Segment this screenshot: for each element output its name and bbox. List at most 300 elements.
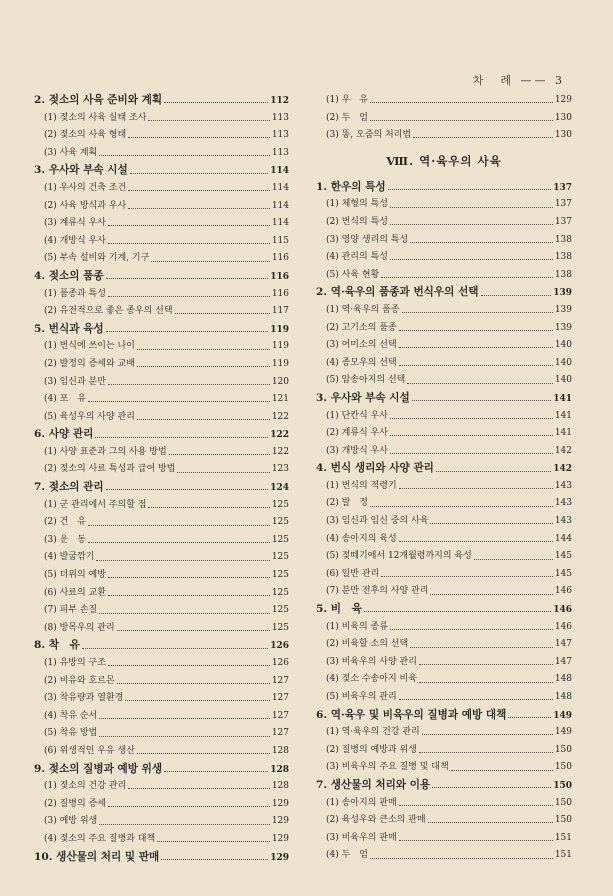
toc-subsection-entry bbox=[316, 548, 572, 566]
dot-leader bbox=[108, 296, 270, 297]
dot-leader bbox=[88, 525, 270, 526]
toc-entry-title: (3) 임신과 분만 bbox=[44, 376, 106, 387]
toc-entry-title: (5) 사육 현황 bbox=[326, 269, 380, 280]
dot-leader bbox=[399, 840, 553, 841]
toc-entry-title: (2) 젖소의 사육 형태 bbox=[44, 130, 127, 141]
dot-leader bbox=[128, 137, 270, 138]
dot-leader bbox=[407, 383, 552, 384]
dot-leader bbox=[106, 278, 269, 279]
toc-entry-page-number: 139 bbox=[554, 322, 572, 333]
dot-leader bbox=[390, 629, 553, 630]
toc-entry-page-number: 146 bbox=[553, 605, 572, 616]
toc-subsection-entry bbox=[316, 92, 572, 110]
toc-entry-title: (2) 발 정 bbox=[326, 498, 368, 509]
dot-leader bbox=[364, 611, 551, 612]
toc-chapter-entry bbox=[316, 179, 572, 197]
dot-leader bbox=[108, 577, 270, 578]
toc-entry-page-number: 127 bbox=[271, 728, 289, 739]
dot-leader bbox=[99, 718, 270, 719]
toc-entry-page-number: 147 bbox=[554, 656, 572, 667]
toc-subsection-entry bbox=[34, 145, 289, 163]
toc-subsection-entry bbox=[34, 409, 289, 427]
page-header: 차 례 —— 3 bbox=[472, 74, 565, 87]
toc-entry-page-number: 113 bbox=[271, 130, 289, 141]
dot-leader bbox=[388, 189, 552, 190]
dot-leader bbox=[508, 717, 551, 718]
toc-entry-page-number: 139 bbox=[554, 304, 572, 315]
dot-leader bbox=[399, 347, 553, 348]
toc-subsection-entry bbox=[34, 796, 289, 814]
dot-leader bbox=[402, 312, 553, 313]
toc-entry-title: 7. 젖소의 관리 bbox=[34, 481, 104, 494]
toc-chapter-entry bbox=[316, 390, 572, 408]
dot-leader bbox=[474, 559, 553, 560]
toc-subsection-entry bbox=[316, 812, 572, 830]
dot-leader bbox=[137, 419, 270, 420]
toc-entry-page-number: 146 bbox=[554, 621, 572, 632]
toc-entry-title: (3) 비육우의 사양 관리 bbox=[326, 656, 417, 667]
toc-entry-title: (3) 비육우의 판매 bbox=[326, 832, 397, 843]
toc-subsection-entry bbox=[34, 655, 289, 673]
toc-entry-page-number: 137 bbox=[554, 199, 572, 210]
toc-entry-page-number: 129 bbox=[554, 95, 572, 105]
section-title: Ⅷ. 역·육우의 사육 bbox=[386, 153, 502, 168]
dot-leader bbox=[399, 541, 553, 542]
toc-subsection-entry bbox=[34, 778, 289, 796]
toc-entry-page-number: 137 bbox=[553, 182, 572, 193]
dot-leader bbox=[88, 542, 270, 543]
toc-entry-title: (1) 우사의 건축 조건 bbox=[44, 182, 127, 193]
toc-subsection-entry bbox=[34, 180, 289, 198]
toc-entry-page-number: 115 bbox=[271, 235, 289, 246]
toc-subsection-entry bbox=[316, 847, 572, 865]
toc-subsection-entry bbox=[34, 813, 289, 831]
dot-leader bbox=[390, 224, 553, 225]
toc-subsection-entry bbox=[34, 690, 289, 708]
dot-leader bbox=[430, 594, 552, 595]
toc-entry-title: (4) 젖소 수송아지 비육 bbox=[326, 674, 417, 685]
dot-leader bbox=[169, 454, 270, 455]
toc-entry-page-number: 141 bbox=[554, 428, 572, 439]
toc-entry-title: (3) 비육우의 주요 질병 및 대책 bbox=[326, 762, 449, 773]
dot-leader bbox=[125, 700, 269, 701]
toc-entry-page-number: 123 bbox=[271, 464, 289, 475]
toc-entry-page-number: 150 bbox=[554, 797, 572, 808]
toc-entry-page-number: 143 bbox=[554, 498, 572, 509]
toc-chapter-entry bbox=[316, 601, 572, 619]
toc-entry-page-number: 149 bbox=[554, 727, 572, 738]
toc-entry-title: (2) 계류식 우사 bbox=[326, 428, 388, 439]
dot-leader bbox=[419, 682, 553, 683]
dot-leader bbox=[381, 277, 553, 278]
toc-subsection-entry bbox=[316, 583, 572, 601]
dot-leader bbox=[370, 506, 553, 507]
toc-chapter-entry bbox=[34, 479, 289, 497]
toc-entry-title: (5) 비육우의 관리 bbox=[326, 692, 397, 702]
toc-entry-page-number: 116 bbox=[271, 288, 289, 299]
toc-chapter-entry bbox=[316, 284, 572, 302]
toc-subsection-entry bbox=[316, 742, 572, 760]
toc-subsection-entry bbox=[34, 338, 289, 356]
toc-entry-title: (2) 육성우와 큰소의 판매 bbox=[326, 815, 426, 826]
toc-entry-title: (5) 부속 설비와 기계, 기구 bbox=[44, 253, 150, 264]
dot-leader bbox=[430, 523, 552, 524]
toc-entry-page-number: 116 bbox=[270, 271, 289, 282]
toc-chapter-entry bbox=[34, 761, 289, 779]
toc-subsection-entry bbox=[34, 620, 289, 638]
toc-entry-page-number: 140 bbox=[554, 357, 572, 368]
toc-subsection-entry bbox=[316, 214, 572, 232]
toc-entry-title: (5) 착유 방법 bbox=[44, 728, 98, 739]
toc-entry-page-number: 129 bbox=[271, 798, 289, 809]
dot-leader bbox=[95, 437, 268, 438]
toc-entry-title: (1) 번식의 적령기 bbox=[326, 480, 397, 491]
toc-subsection-entry bbox=[316, 372, 572, 390]
dot-leader bbox=[117, 630, 270, 631]
dot-leader bbox=[108, 384, 270, 385]
toc-subsection-entry bbox=[34, 233, 289, 251]
toc-entry-page-number: 151 bbox=[554, 832, 572, 843]
toc-subsection-entry bbox=[34, 110, 289, 128]
toc-entry-title: (4) 착유 순서 bbox=[44, 710, 98, 721]
toc-entry-page-number: 141 bbox=[553, 393, 572, 404]
toc-subsection-entry bbox=[316, 830, 572, 848]
dot-leader bbox=[419, 664, 553, 665]
toc-subsection-entry bbox=[316, 249, 572, 267]
toc-subsection-entry bbox=[316, 531, 572, 549]
toc-entry-page-number: 130 bbox=[554, 130, 572, 141]
toc-entry-page-number: 129 bbox=[271, 816, 289, 827]
toc-subsection-entry bbox=[316, 478, 572, 496]
toc-subsection-entry bbox=[34, 514, 289, 532]
toc-entry-page-number: 112 bbox=[270, 96, 289, 106]
dot-leader bbox=[436, 471, 551, 472]
toc-entry-title: (2) 발정의 증세와 교배 bbox=[44, 358, 135, 369]
dot-leader bbox=[108, 665, 270, 666]
toc-entry-page-number: 138 bbox=[554, 234, 572, 245]
toc-subsection-entry bbox=[316, 337, 572, 355]
toc-subsection-entry bbox=[34, 303, 289, 321]
toc-entry-page-number: 150 bbox=[554, 762, 572, 773]
toc-entry-page-number: 144 bbox=[554, 533, 572, 544]
dot-leader bbox=[117, 683, 270, 684]
toc-entry-title: 10. 생산물의 처리 및 판매 bbox=[34, 850, 160, 863]
dot-leader bbox=[157, 841, 270, 842]
toc-subsection-entry bbox=[34, 831, 289, 849]
toc-subsection-entry bbox=[34, 585, 289, 603]
dot-leader bbox=[88, 401, 270, 402]
toc-entry-page-number: 145 bbox=[554, 551, 572, 562]
dot-leader bbox=[381, 576, 553, 577]
toc-entry-page-number: 138 bbox=[554, 252, 572, 263]
toc-entry-page-number: 117 bbox=[271, 306, 289, 317]
toc-entry-title: 3. 우사와 부속 시설 bbox=[316, 391, 410, 404]
toc-subsection-entry bbox=[316, 495, 572, 513]
toc-subsection-entry bbox=[34, 127, 289, 145]
dot-leader bbox=[96, 560, 269, 561]
toc-subsection-entry bbox=[34, 549, 289, 567]
dot-leader bbox=[82, 648, 268, 649]
toc-entry-title: (6) 사료의 교환 bbox=[44, 587, 106, 598]
dot-leader bbox=[130, 173, 268, 174]
toc-entry-title: (2) 젖소의 사료 특성과 급여 방법 bbox=[44, 464, 176, 475]
toc-chapter-entry bbox=[34, 321, 289, 339]
toc-entry-title: (1) 비육의 종류 bbox=[326, 621, 388, 632]
toc-chapter-entry bbox=[316, 707, 572, 725]
toc-subsection-entry bbox=[34, 532, 289, 550]
toc-subsection-entry bbox=[316, 689, 572, 707]
dot-leader bbox=[419, 752, 553, 753]
toc-subsection-entry bbox=[34, 250, 289, 268]
toc-subsection-entry bbox=[34, 461, 289, 479]
toc-entry-page-number: 148 bbox=[554, 692, 572, 702]
toc-subsection-entry bbox=[34, 215, 289, 233]
dot-leader bbox=[390, 453, 553, 454]
toc-entry-page-number: 140 bbox=[554, 340, 572, 351]
toc-entry-title: 6. 역·육우 및 비육우의 질병과 예방 대책 bbox=[316, 708, 507, 721]
toc-entry-page-number: 119 bbox=[270, 324, 289, 335]
toc-entry-title: 1. 한우의 특성 bbox=[316, 180, 386, 193]
toc-entry-page-number: 125 bbox=[271, 622, 289, 633]
dot-leader bbox=[148, 507, 269, 508]
dot-leader bbox=[108, 243, 270, 244]
toc-chapter-entry bbox=[34, 849, 289, 867]
toc-entry-page-number: 140 bbox=[554, 375, 572, 386]
toc-entry-page-number: 143 bbox=[554, 480, 572, 491]
toc-entry-title: (1) 군 관리에서 주의할 점 bbox=[44, 499, 147, 510]
toc-entry-title: (1) 번식에 쓰이는 나이 bbox=[44, 341, 135, 352]
toc-entry-title: (1) 역·육우의 품종 bbox=[326, 304, 400, 315]
dot-leader bbox=[137, 753, 270, 754]
dot-leader bbox=[151, 261, 270, 262]
toc-entry-title: (3) 개방식 우사 bbox=[326, 445, 388, 456]
toc-subsection-entry bbox=[316, 196, 572, 214]
toc-entry-page-number: 120 bbox=[271, 376, 289, 387]
toc-subsection-entry bbox=[316, 232, 572, 250]
toc-entry-page-number: 122 bbox=[270, 430, 289, 441]
dot-leader bbox=[99, 736, 270, 737]
toc-entry-page-number: 119 bbox=[271, 358, 289, 369]
toc-entry-title: 4. 번식 생리와 사양 관리 bbox=[316, 462, 434, 475]
toc-entry-title: 6. 사양 관리 bbox=[34, 428, 94, 441]
toc-entry-page-number: 141 bbox=[554, 410, 572, 421]
toc-entry-title: (3) 똥, 오줌의 처리법 bbox=[326, 130, 412, 141]
dot-leader bbox=[164, 102, 268, 103]
toc-entry-title: (2) 비육할 소의 선택 bbox=[326, 639, 409, 650]
toc-subsection-entry bbox=[316, 513, 572, 531]
toc-entry-title: (5) 암송아지의 선택 bbox=[326, 375, 406, 386]
toc-entry-title: (6) 위생적인 우유 생산 bbox=[44, 745, 135, 756]
toc-entry-title: (7) 분만 전후의 사양 관리 bbox=[326, 586, 429, 597]
toc-entry-page-number: 150 bbox=[554, 815, 572, 826]
toc-right-column bbox=[316, 92, 572, 865]
toc-entry-page-number: 125 bbox=[271, 534, 289, 545]
toc-subsection-entry bbox=[316, 302, 572, 320]
dot-leader bbox=[99, 824, 270, 825]
toc-subsection-entry bbox=[34, 708, 289, 726]
dot-leader bbox=[108, 806, 270, 807]
toc-entry-title: 8. 착 유 bbox=[34, 639, 80, 652]
toc-entry-page-number: 121 bbox=[271, 394, 289, 405]
dot-leader bbox=[108, 225, 270, 226]
dot-leader bbox=[128, 788, 270, 789]
toc-subsection-entry bbox=[316, 408, 572, 426]
toc-chapter-entry bbox=[34, 426, 289, 444]
toc-entry-title: 5. 비 육 bbox=[316, 603, 362, 616]
dot-leader bbox=[137, 349, 270, 350]
toc-entry-page-number: 114 bbox=[271, 200, 289, 211]
toc-entry-title: 3. 우사와 부속 시설 bbox=[34, 164, 128, 177]
toc-entry-title: (8) 방목우의 관리 bbox=[44, 622, 115, 633]
toc-subsection-entry bbox=[316, 127, 572, 145]
toc-entry-page-number: 129 bbox=[270, 852, 289, 863]
toc-entry-page-number: 114 bbox=[271, 182, 289, 193]
toc-subsection-entry bbox=[316, 267, 572, 285]
dot-leader bbox=[399, 699, 553, 700]
toc-entry-title: (1) 젖소의 사육 실태 조사 bbox=[44, 112, 147, 123]
dot-leader bbox=[175, 313, 270, 314]
toc-subsection-entry bbox=[316, 425, 572, 443]
toc-entry-page-number: 142 bbox=[554, 445, 572, 456]
toc-entry-title: (5) 젖떼기에서 12개월령까지의 육성 bbox=[326, 551, 472, 562]
dot-leader bbox=[422, 734, 553, 735]
toc-entry-title: (4) 송아지의 육성 bbox=[326, 533, 397, 544]
toc-subsection-entry bbox=[34, 374, 289, 392]
toc-entry-title: (2) 번식의 특성 bbox=[326, 216, 388, 227]
toc-entry-title: (3) 영양 생리의 특성 bbox=[326, 234, 409, 245]
dot-leader bbox=[399, 365, 553, 366]
toc-entry-title: (2) 사육 방식과 우사 bbox=[44, 200, 127, 211]
toc-entry-title: (1) 사양 표준과 그의 사용 방법 bbox=[44, 446, 167, 457]
toc-entry-title: (1) 송아지의 판매 bbox=[326, 797, 397, 808]
toc-entry-title: (3) 계류식 우사 bbox=[44, 218, 106, 229]
toc-entry-title: (3) 예방 위생 bbox=[44, 816, 98, 827]
toc-entry-page-number: 114 bbox=[270, 166, 289, 177]
toc-entry-page-number: 129 bbox=[271, 833, 289, 844]
dot-leader bbox=[390, 207, 553, 208]
toc-subsection-entry bbox=[316, 654, 572, 672]
toc-entry-page-number: 147 bbox=[554, 639, 572, 650]
toc-entry-title: (4) 포 유 bbox=[44, 394, 86, 405]
toc-entry-title: (5) 더위의 예방 bbox=[44, 570, 106, 581]
toc-entry-page-number: 119 bbox=[271, 341, 289, 352]
dot-leader bbox=[106, 489, 269, 490]
toc-subsection-entry bbox=[316, 443, 572, 461]
dot-leader bbox=[137, 366, 270, 367]
toc-subsection-entry bbox=[34, 673, 289, 691]
dot-leader bbox=[432, 787, 551, 788]
toc-entry-page-number: 139 bbox=[553, 288, 572, 299]
toc-subsection-entry bbox=[316, 355, 572, 373]
toc-entry-page-number: 125 bbox=[271, 570, 289, 581]
dot-leader bbox=[370, 858, 553, 859]
toc-subsection-entry bbox=[34, 725, 289, 743]
toc-subsection-entry bbox=[316, 671, 572, 689]
toc-entry-title: 7. 생산물의 처리와 이용 bbox=[316, 778, 431, 791]
toc-entry-page-number: 137 bbox=[554, 216, 572, 227]
toc-entry-page-number: 150 bbox=[554, 744, 572, 755]
toc-entry-page-number: 148 bbox=[554, 674, 572, 685]
toc-subsection-entry bbox=[316, 636, 572, 654]
toc-entry-page-number: 113 bbox=[271, 112, 289, 123]
toc-entry-title: (2) 건 유 bbox=[44, 517, 86, 528]
toc-entry-title: (7) 피부 손질 bbox=[44, 605, 98, 616]
toc-left-column bbox=[34, 92, 289, 866]
toc-subsection-entry bbox=[34, 356, 289, 374]
toc-entry-title: (4) 젖소의 주요 질병과 대책 bbox=[44, 833, 156, 844]
dot-leader bbox=[161, 859, 268, 860]
toc-entry-page-number: 128 bbox=[271, 745, 289, 756]
toc-subsection-entry bbox=[316, 619, 572, 637]
dot-leader bbox=[177, 472, 269, 473]
toc-subsection-entry bbox=[34, 602, 289, 620]
toc-entry-title: (1) 단칸식 우사 bbox=[326, 410, 388, 421]
toc-subsection-entry bbox=[316, 320, 572, 338]
dot-leader bbox=[451, 770, 553, 771]
toc-entry-title: (4) 두 엄 bbox=[326, 850, 368, 861]
toc-entry-title: (2) 두 엄 bbox=[326, 112, 368, 123]
dot-leader bbox=[108, 595, 270, 596]
toc-subsection-entry bbox=[316, 110, 572, 128]
toc-entry-title: 5. 번식과 육성 bbox=[34, 322, 104, 335]
toc-entry-page-number: 125 bbox=[271, 605, 289, 616]
toc-entry-title: 2. 역·육우의 품종과 번식우의 선택 bbox=[316, 286, 479, 299]
toc-entry-page-number: 126 bbox=[271, 658, 289, 668]
toc-entry-title: (4) 종모우의 선택 bbox=[326, 357, 397, 368]
toc-entry-title: (1) 젖소의 건강 관리 bbox=[44, 781, 127, 792]
toc-subsection-entry bbox=[316, 724, 572, 742]
toc-entry-page-number: 127 bbox=[271, 693, 289, 704]
toc-entry-page-number: 150 bbox=[553, 780, 572, 791]
toc-chapter-entry bbox=[316, 460, 572, 478]
dot-leader bbox=[128, 208, 270, 209]
toc-subsection-entry bbox=[34, 391, 289, 409]
toc-entry-page-number: 142 bbox=[553, 464, 572, 475]
toc-entry-page-number: 128 bbox=[271, 781, 289, 792]
toc-entry-page-number: 114 bbox=[271, 218, 289, 229]
toc-entry-title: (2) 고기소의 품종 bbox=[326, 322, 397, 333]
toc-entry-title: (4) 개방식 우사 bbox=[44, 235, 106, 246]
dot-leader bbox=[413, 137, 553, 138]
toc-entry-title: (4) 관리의 특성 bbox=[326, 252, 388, 263]
toc-subsection-entry bbox=[34, 567, 289, 585]
toc-entry-page-number: 151 bbox=[554, 850, 572, 861]
toc-entry-title: (1) 우 유 bbox=[326, 95, 368, 105]
dot-leader bbox=[410, 647, 553, 648]
toc-entry-page-number: 122 bbox=[271, 446, 289, 457]
dot-leader bbox=[99, 155, 270, 156]
toc-entry-title: (2) 비유와 호르몬 bbox=[44, 675, 115, 686]
dot-leader bbox=[399, 330, 553, 331]
dot-leader bbox=[370, 102, 553, 103]
dot-leader bbox=[164, 771, 268, 772]
dot-leader bbox=[390, 418, 553, 419]
toc-chapter-entry bbox=[34, 637, 289, 655]
toc-chapter-entry bbox=[34, 92, 289, 110]
toc-entry-title: (3) 사육 계획 bbox=[44, 147, 98, 158]
toc-entry-page-number: 127 bbox=[271, 675, 289, 686]
toc-chapter-entry bbox=[316, 777, 572, 795]
toc-entry-page-number: 125 bbox=[271, 517, 289, 528]
toc-entry-page-number: 113 bbox=[271, 147, 289, 158]
toc-entry-title: (3) 착유량과 열환경 bbox=[44, 693, 124, 704]
toc-entry-page-number: 130 bbox=[554, 112, 572, 123]
toc-entry-title: (1) 역·육우의 건강 관리 bbox=[326, 727, 420, 738]
toc-entry-title: (3) 운 동 bbox=[44, 534, 86, 545]
toc-entry-page-number: 143 bbox=[554, 516, 572, 527]
toc-subsection-entry bbox=[34, 497, 289, 515]
toc-entry-page-number: 146 bbox=[554, 586, 572, 597]
